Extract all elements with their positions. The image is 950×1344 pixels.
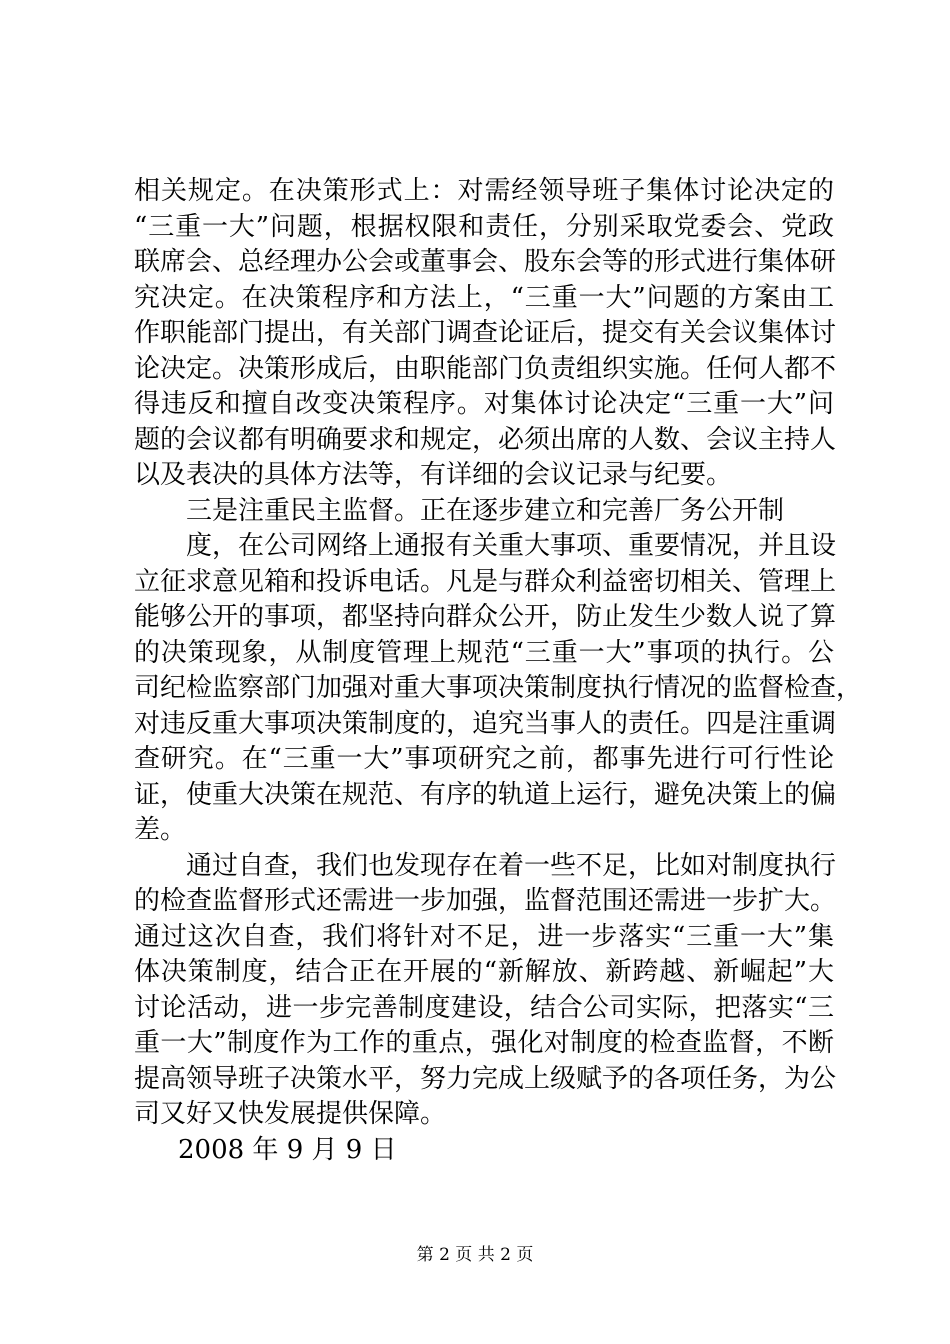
text-line: 能够公开的事项，都坚持向群众公开，防止发生少数人说了算	[134, 602, 837, 632]
text-line: 得违反和擅自改变决策程序。对集体讨论决定“三重一大”问	[134, 389, 834, 419]
document-body	[134, 174, 863, 1168]
text-line: 提高领导班子决策水平，努力完成上级赋予的各项任务，为公	[134, 1063, 837, 1094]
paragraph-p1	[134, 174, 837, 494]
text-line: 重一大”制度作为工作的重点，强化对制度的检查监督，不断	[134, 1028, 834, 1058]
text-line: 以及表决的具体方法等，有详细的会议记录与纪要。	[134, 460, 733, 490]
text-line: 立征求意见箱和投诉电话。凡是与群众利益密切相关、管理上	[134, 566, 837, 597]
text-line: 作职能部门提出，有关部门调查论证后，提交有关会议集体讨	[134, 318, 837, 348]
text-line: 差。	[134, 815, 187, 845]
text-line: 的检查监督形式还需进一步加强，监督范围还需进一步扩大。	[134, 886, 837, 916]
text-line: 题的会议都有明确要求和规定，必须出席的人数、会议主持人	[134, 424, 837, 455]
text-line: 证，使重大决策在规范、有序的轨道上运行，避免决策上的偏	[134, 779, 837, 810]
text-line: 通过这次自查，我们将针对不足，进一步落实“三重一大”集	[134, 921, 834, 952]
text-line: 体决策制度，结合正在开展的“新解放、新跨越、新崛起”大	[134, 957, 834, 987]
text-line: 查研究。在“三重一大”事项研究之前，都事先进行可行性论	[134, 744, 834, 774]
text-line: 司又好又快发展提供保障。	[134, 1099, 447, 1129]
text-line: 论决定。决策形成后，由职能部门负责组织实施。任何人都不	[134, 353, 837, 384]
text-line: 度，在公司网络上通报有关重大事项、重要情况，并且设	[186, 531, 837, 561]
text-line: 讨论活动，进一步完善制度建设，结合公司实际，把落实“三	[134, 992, 834, 1023]
text-line: 究决定。在决策程序和方法上，“三重一大”问题的方案由工	[134, 282, 834, 313]
text-line: 通过自查，我们也发现存在着一些不足，比如对制度执行	[186, 850, 837, 881]
text-line: 的决策现象，从制度管理上规范“三重一大”事项的执行。公	[134, 637, 834, 668]
page-footer: 第 2 页 共 2 页	[416, 1245, 534, 1265]
text-line: 司纪检监察部门加强对重大事项决策制度执行情况的监督检查，	[134, 673, 863, 703]
paragraph-p4	[134, 849, 837, 1133]
paragraph-p3	[134, 529, 863, 849]
text-line: 相关规定。在决策形式上：对需经领导班子集体讨论决定的	[134, 176, 834, 206]
text-line: 对违反重大事项决策制度的，追究当事人的责任。四是注重调	[134, 708, 837, 739]
text-line: “三重一大”问题，根据权限和责任，分别采取党委会、党政	[134, 211, 834, 242]
text-line: 联席会、总经理办公会或董事会、股东会等的形式进行集体研	[134, 247, 837, 277]
text-line: 三是注重民主监督。正在逐步建立和完善厂务公开制	[186, 495, 785, 526]
document-date: 2008 年 9 月 9 日	[178, 1134, 397, 1165]
paragraph-p2	[134, 494, 834, 530]
